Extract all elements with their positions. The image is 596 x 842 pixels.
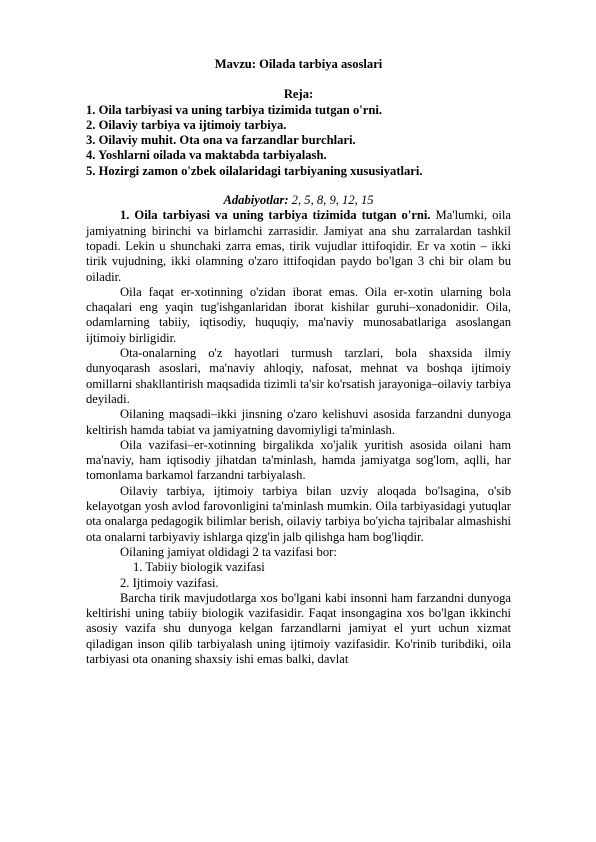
plan-item: 1. Oila tarbiyasi va uning tarbiya tizimida tutgan o'rni. <box>86 102 382 117</box>
plan-item: 5. Hozirgi zamon o'zbek oilalaridagi tarbiyaning xususiyatlari. <box>86 163 423 178</box>
plan-heading: Reja: <box>283 87 314 102</box>
paragraph-text: Ma'lumki, oila jamiyatning birinchi va birlamchi zarrasidir. Jamiyat ana shu zarralardan tashkil topadi. Lekin u shunchaki zarra emas, tirik vujudlar ittifoqidir. Er va xotin – ikki tirik vujudning, ikki olamning o'zaro ittifoqidan paydo bo'lgan 3 chi bir olam bu oiladir. <box>86 208 511 284</box>
plan-item: 4. Yoshlarni oilada va maktabda tarbiyalash. <box>86 148 327 163</box>
literature-numbers: 2, 5, 8, 9, 12, 15 <box>288 193 374 208</box>
paragraph-intro <box>86 208 511 284</box>
task-item: 2. Ijtimoiy vazifasi. <box>120 575 219 590</box>
document-title: Mavzu: Oilada tarbiya asoslari <box>214 57 383 71</box>
paragraph: Oilaning jamiyat oldidagi 2 ta vazifasi bor: <box>120 544 337 559</box>
plan-item: 3. Oilaviy muhit. Ota ona va farzandlar burchlari. <box>86 133 356 148</box>
paragraph: Ota-onalarning o'z hayotlari turmush tarzlari, bola shaxsida ilmiy dunyoqarash asoslari, ma'naviy ahloqiy, nafosat, mehnat va boshqa ijtimoiy omillarni shakllantirish maqsadida tizimli ta'sir ko'rsatish jarayoniga–oilaviy tarbiya deyiladi. <box>86 346 511 406</box>
task-item: 1. Tabiiy biologik vazifasi <box>133 560 265 575</box>
paragraph: Oilaning maqsadi–ikki jinsning o'zaro kelishuvi asosida farzandni dunyoga keltirish hamda tabiat va jamiyatning davomiyligi ta'minlash. <box>86 407 511 437</box>
section-heading: 1. Oila tarbiyasi va uning tarbiya tizimida tutgan o'rni. <box>120 208 431 223</box>
plan-item: 2. Oilaviy tarbiya va ijtimoiy tarbiya. <box>86 117 287 132</box>
paragraph: Oila faqat er-xotinning o'zidan iborat emas. Oila er-xotin ularning bola chaqalari eng yaqin tug'ishganlaridan iborat kishilar guruhi–xonadonidir. Oila, odamlarning tabiiy, iqtisodiy, huquqiy, ma'naviy munosabatlariga asoslangan ijtimoiy birligidir. <box>86 284 511 345</box>
paragraph: Barcha tirik mavjudotlarga xos bo'lgani kabi insonni ham farzandni dunyoga keltirishi uning tabiiy biologik vazifasidir. Faqat insongagina xos bo'lgan ikkinchi asosiy vazifa shu dunyoga kelgan farzandlarni jamiyat el yurt uchun xizmat qiladigan inson qilib tarbiyalash uning ijtimoiy vazifasidir. Ko'rinib turibdiki, oila tarbiyasi ota onaning shaxsiy ishi emas balki, davlat <box>86 590 511 666</box>
literature-label: Adabiyotlar: <box>223 193 289 208</box>
paragraph: Oilaviy tarbiya, ijtimoiy tarbiya bilan uzviy aloqada bo'lsagina, o'sib kelayotgan yosh avlod farovonligini ta'minlash mumkin. Oila tarbiyasidagi yutuqlar ota onalarga pedagogik bilimlar berish, oilaviy tarbiya bo'yicha tajribalar almashishi ota onalarni tarbiyaviy ishlarga qizg'in jalb qilishga ham bog'liqdir. <box>86 483 511 544</box>
plan-list <box>86 103 511 179</box>
literature-line <box>86 193 511 208</box>
paragraph: Oila vazifasi–er-xotinning birgalikda xo'jalik yuritish asosida oilani ham ma'naviy, ham iqtisodiy jihatdan ta'minlash, hamda jamiyatga sog'lom, aqlli, har tomonlama barkamol farzandni tarbiyalash. <box>86 437 511 483</box>
